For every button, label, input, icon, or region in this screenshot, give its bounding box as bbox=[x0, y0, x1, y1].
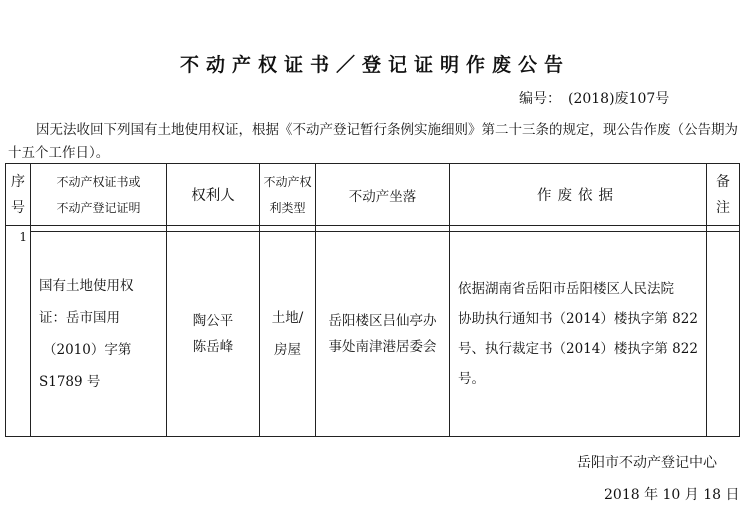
row-note bbox=[707, 232, 740, 437]
header-certificate-line2: 不动产登记证明 bbox=[56, 200, 141, 215]
header-right-type-line2: 利类型 bbox=[269, 200, 306, 215]
header-note-line2: 注 bbox=[716, 199, 730, 216]
row-certificate-line4: S1789 号 bbox=[39, 374, 101, 390]
row-location-line2: 事处南津港居委会 bbox=[328, 339, 437, 355]
header-seq bbox=[6, 164, 31, 226]
row-holder bbox=[167, 232, 260, 437]
header-seq-line1: 序 bbox=[11, 173, 25, 190]
header-certificate bbox=[31, 164, 167, 226]
document-number: 编号： (2018)废107号 bbox=[519, 91, 670, 107]
row-holder-line2: 陈岳峰 bbox=[192, 339, 234, 355]
row-right-type-line2: 房屋 bbox=[274, 342, 301, 358]
row-basis-line2: 协助执行通知书（2014）楼执字第 822 bbox=[458, 311, 698, 327]
row-location-line1: 岳阳楼区吕仙亭办 bbox=[328, 313, 437, 329]
header-note bbox=[707, 164, 740, 226]
row-right-type bbox=[260, 232, 316, 437]
row-basis-line4: 号。 bbox=[458, 371, 485, 387]
issue-date: 2018 年 10 月 18 日 bbox=[604, 487, 740, 503]
row-basis-line3: 号、执行裁定书（2014）楼执字第 822 bbox=[458, 341, 698, 357]
row-holder-line1: 陶公平 bbox=[192, 313, 234, 329]
header-seq-line2: 号 bbox=[11, 199, 25, 216]
table-header-row bbox=[6, 164, 740, 226]
header-location: 不动产坐落 bbox=[316, 164, 450, 226]
row-certificate bbox=[31, 232, 167, 437]
header-certificate-line1: 不动产权证书或 bbox=[56, 174, 141, 189]
row-certificate-line3: （2010）字第 bbox=[43, 342, 132, 358]
row-basis-line1: 依据湖南省岳阳市岳阳楼区人民法院 bbox=[458, 281, 674, 297]
row-location bbox=[316, 232, 450, 437]
row-right-type-line1: 土地/ bbox=[271, 310, 304, 326]
page-title: 不动产权证书／登记证明作废公告 bbox=[179, 54, 570, 76]
row-basis bbox=[450, 232, 707, 437]
header-note-line1: 备 bbox=[716, 173, 730, 190]
header-right-type-line1: 不动产权 bbox=[263, 174, 312, 189]
row-seq: 1 bbox=[6, 226, 31, 437]
issuing-office: 岳阳市不动产登记中心 bbox=[577, 455, 717, 471]
table-row bbox=[6, 232, 740, 437]
header-holder: 权利人 bbox=[167, 164, 260, 226]
row-certificate-line2: 证：岳市国用 bbox=[39, 310, 120, 326]
header-right-type bbox=[260, 164, 316, 226]
row-certificate-line1: 国有土地使用权 bbox=[39, 278, 134, 294]
header-basis: 作废依据 bbox=[450, 164, 707, 226]
intro-paragraph: 因无法收回下列国有土地使用权证，根据《不动产登记暂行条例实施细则》第二十三条的规定，现公告作废（公告期为十五个工作日）。 bbox=[8, 122, 738, 161]
notice-table bbox=[5, 163, 740, 437]
